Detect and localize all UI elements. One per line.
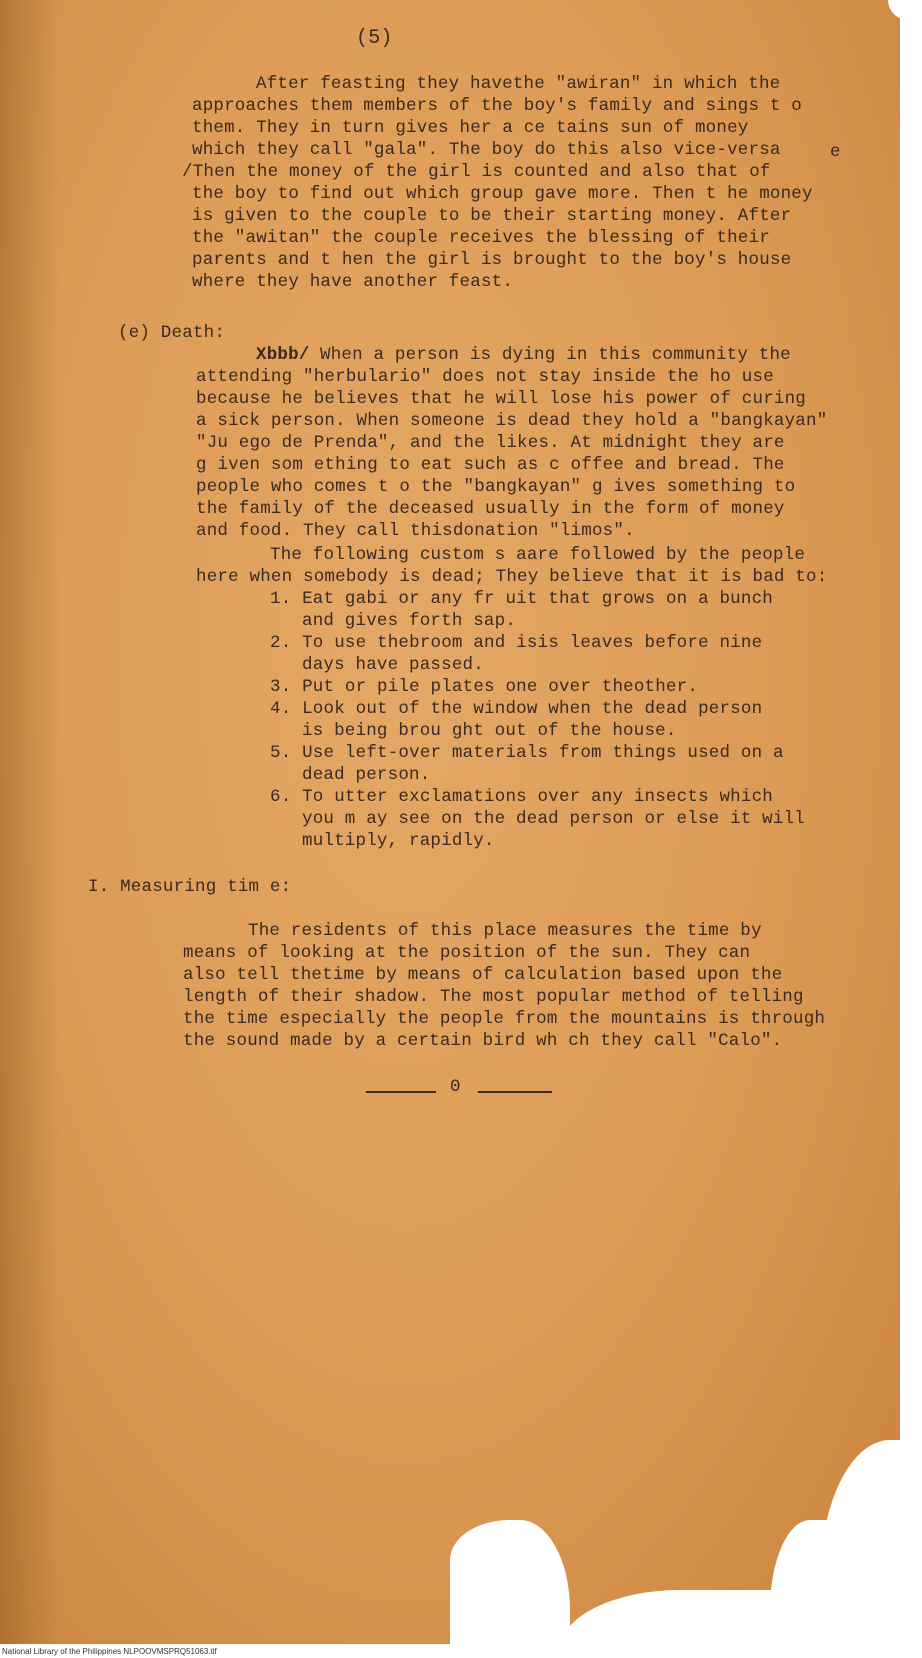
text-line: "Ju ego de Prenda", and the likes. At midnight they are	[196, 433, 785, 453]
text-line: people who comes t o the "bangkayan" g ives something to	[196, 477, 796, 497]
section-heading-death: (e) Death:	[118, 323, 226, 343]
list-item-continuation: multiply, rapidly.	[302, 831, 495, 851]
torn-corner	[888, 0, 900, 20]
text-line: the sound made by a certain bird wh ch they call "Calo".	[183, 1031, 783, 1051]
text-line: and food. They call thisdonation "limos".	[196, 521, 635, 541]
text-line: here when somebody is dead; They believe that it is bad to:	[196, 567, 828, 587]
archive-footer: National Library of the Philippines NLPOOVMSPRQ51063.tif	[2, 1647, 217, 1656]
text-line: where they have another feast.	[192, 272, 514, 292]
text-line: The following custom s aare followed by the people	[270, 545, 806, 565]
text-line: approaches them members of the boy's family and sings t o	[192, 96, 802, 116]
text-line: means of looking at the position of the sun. They can	[183, 943, 751, 963]
text-line: also tell thetime by means of calculation based upon the	[183, 965, 783, 985]
text-line: parents and t hen the girl is brought to the boy's house	[192, 250, 792, 270]
end-rule-right	[478, 1091, 552, 1093]
text-line: attending "herbulario" does not stay inside the ho use	[196, 367, 774, 387]
stray-mark: e	[830, 142, 841, 162]
list-item: 5. Use left-over materials from things used on a	[270, 743, 784, 763]
text-line: the "awitan" the couple receives the blessing of their	[192, 228, 770, 248]
list-item: 3. Put or pile plates one over theother.	[270, 677, 699, 697]
list-item-continuation: is being brou ght out of the house.	[302, 721, 677, 741]
list-item: 4. Look out of the window when the dead person	[270, 699, 763, 719]
torn-area	[820, 1440, 900, 1644]
text-line: g iven som ething to eat such as c offee and bread. The	[196, 455, 785, 475]
torn-area	[450, 1520, 570, 1644]
text-line: a sick person. When someone is dead they hold a "bangkayan"	[196, 411, 828, 431]
text-line: is given to the couple to be their starting money. After	[192, 206, 792, 226]
list-item: 2. To use thebroom and isis leaves before nine	[270, 633, 763, 653]
text-line: the boy to find out which group gave more. Then t he money	[192, 184, 813, 204]
text-line: The residents of this place measures the time by	[248, 921, 762, 941]
list-item-continuation: days have passed.	[302, 655, 484, 675]
text-line: the family of the deceased usually in the form of money	[196, 499, 785, 519]
text-line: the time especially the people from the mountains is through	[183, 1009, 826, 1029]
list-item-continuation: dead person.	[302, 765, 431, 785]
list-item: 1. Eat gabi or any fr uit that grows on a bunch	[270, 589, 773, 609]
text-line: them. They in turn gives her a ce tains sun of money	[192, 118, 749, 138]
list-item: 6. To utter exclamations over any insects which	[270, 787, 773, 807]
end-mark: 0	[450, 1077, 461, 1097]
text-line: /Then the money of the girl is counted and also that of	[182, 162, 771, 182]
section-heading-measuring-time: I. Measuring tim e:	[88, 877, 292, 897]
struck-out-text: Xbbb/	[256, 345, 310, 365]
list-item-continuation: and gives forth sap.	[302, 611, 517, 631]
text-line: When a person is dying in this community the	[320, 345, 791, 365]
page-number: (5)	[356, 27, 393, 50]
text-line: length of their shadow. The most popular method of telling	[183, 987, 804, 1007]
text-line: because he believes that he will lose his power of curing	[196, 389, 806, 409]
text-line: After feasting they havethe "awiran" in which the	[256, 74, 781, 94]
list-item-continuation: you m ay see on the dead person or else it will	[302, 809, 805, 829]
end-rule-left	[366, 1091, 436, 1093]
text-line: which they call "gala". The boy do this also vice-versa	[192, 140, 781, 160]
